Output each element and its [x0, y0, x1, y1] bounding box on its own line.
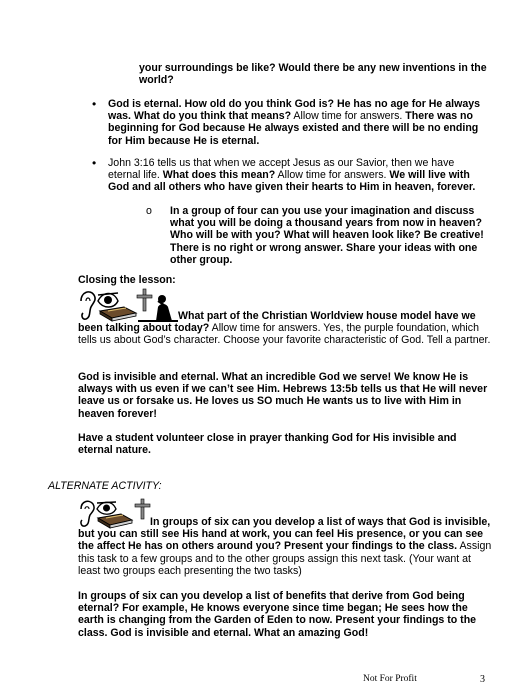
alternate-task-1: In groups of six can you develop a list of ways that God is invisible, but you can still see His hand at work, you can feel His presence, or you can see the affect He has on others around you? Present your findings to the class.	[78, 516, 491, 553]
eye-icon	[98, 293, 118, 307]
intro-continuation-text: your surroundings be like? Would there be any new inventions in the world?	[139, 62, 487, 87]
bullet-marker-1: •	[92, 97, 97, 111]
closing-paragraph	[78, 310, 494, 347]
bullet-marker-2: •	[92, 156, 97, 170]
closing-instruction: Allow time for answers. Yes, the purple foundation, which tells us about God’s character. Choose your favorite characteristic of God. Tell a partner.	[78, 322, 491, 347]
sub-bullet-activity	[170, 205, 492, 266]
alternate-task-2: In groups of six can you develop a list of benefits that derive from God being eternal? For example, He knows everyone since time began; He sees how the earth is changing from the Garden of Eden to now. Present your findings to the class. God is invisible and eternal. What an amazing God!	[78, 590, 477, 639]
bullet-john-instruction: Allow time for answers.	[275, 169, 390, 182]
prayer-paragraph-text: Have a student volunteer close in prayer thanking God for His invisible and eternal nature.	[78, 432, 457, 457]
closing-question: What part of the Christian Worldview house model have we been talking about today?	[78, 310, 476, 335]
sub-bullet-marker: o	[146, 205, 152, 217]
bullet-eternal-answer: There was no beginning for God because He always existed and there will be no ending for Him because He is eternal.	[108, 110, 479, 147]
alternate-paragraph-1	[78, 516, 496, 577]
bullet-eternal-instruction: Allow time for answers.	[291, 110, 406, 123]
invisible-paragraph-text: God is invisible and eternal. What an incredible God we serve! We know He is always with us even if we can’t see Him. Hebrews 13:5b tells us that He will never leave us or forsake us. He loves us SO much He wants us to live with Him in heaven forever!	[78, 371, 488, 420]
sub-bullet-activity-text: In a group of four can you use your imagination and discuss what you will be doing a thousand years from now in heaven? Who will be with you? What will heaven look like? Be creative! There is no right or wrong answer. Share your ideas with one other group.	[170, 205, 484, 266]
intro-continuation	[139, 62, 491, 86]
invisible-paragraph	[78, 371, 494, 420]
prayer-paragraph	[78, 432, 494, 456]
footer-not-for-profit: Not For Profit	[363, 674, 417, 684]
bullet-john-text: John 3:16 tells us that when we accept Jesus as our Savior, then we have eternal life.	[108, 157, 455, 182]
cross-icon	[137, 289, 152, 311]
alternate-paragraph-2	[78, 590, 494, 639]
bullet-john-answer: We will live with God and all others who have given their hearts to Him in heaven, forever.	[108, 169, 476, 194]
alternate-task-1-instruction: Assign this task to a few groups and to the other groups assign this next task. (Your want at least two groups each presenting the two tasks)	[78, 540, 492, 577]
closing-heading: Closing the lesson:	[78, 274, 176, 286]
alternate-activity-heading: ALTERNATE ACTIVITY:	[48, 480, 162, 492]
bullet-john-question: What does this mean?	[162, 169, 276, 182]
eye-icon	[97, 502, 116, 514]
bullet-eternal-question: God is eternal. How old do you think God is? He has no age for He always was. What do you think that means?	[108, 98, 481, 123]
bullet-eternal	[108, 98, 486, 147]
page-number: 3	[480, 674, 485, 685]
bullet-john	[108, 157, 486, 194]
